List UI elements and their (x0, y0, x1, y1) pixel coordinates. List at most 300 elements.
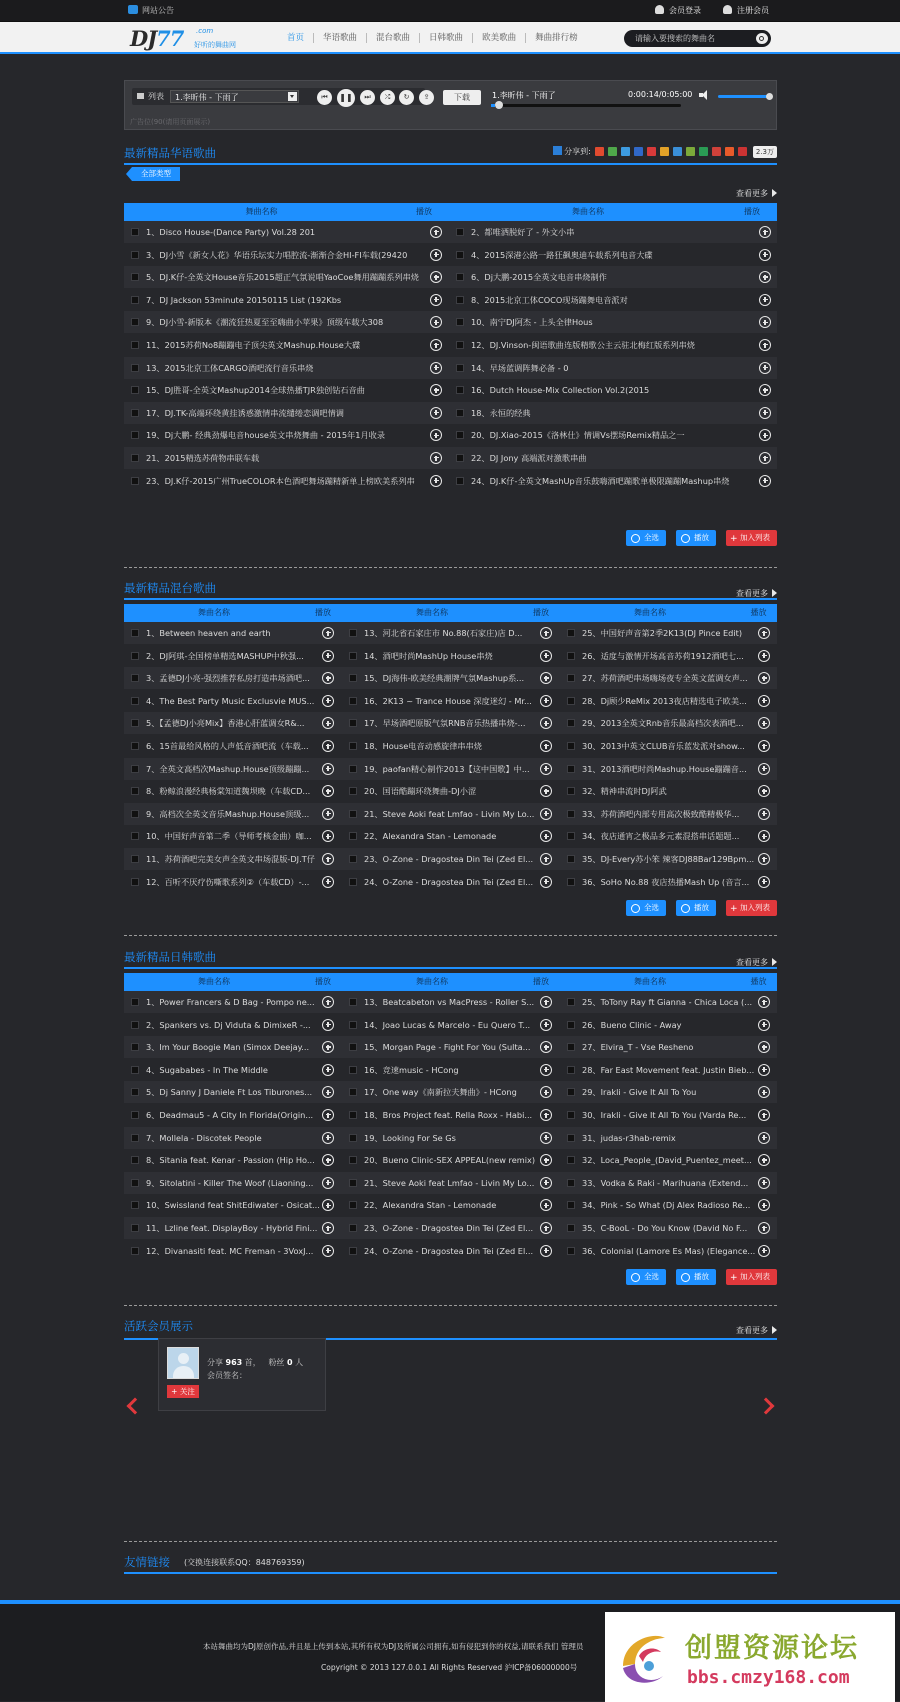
nav-home[interactable]: 首页 (287, 33, 305, 43)
song-title[interactable]: 15、DJ海伟-欧美经典潮牌气氛Mashup系... (364, 673, 525, 684)
song-checkbox[interactable] (131, 674, 139, 682)
add-song-icon[interactable] (322, 1177, 334, 1189)
add-song-icon[interactable] (758, 996, 770, 1008)
add-song-icon[interactable] (430, 339, 442, 351)
member-card[interactable] (158, 1338, 326, 1411)
carousel-next-icon[interactable] (758, 1398, 775, 1415)
add-to-list-button[interactable]: + 加入列表 (726, 1269, 777, 1285)
add-song-icon[interactable] (430, 249, 442, 261)
song-title[interactable]: 17、One way《南新拉夫舞曲》- HCong (364, 1087, 517, 1098)
add-to-list-button[interactable]: + 加入列表 (726, 530, 777, 546)
song-checkbox[interactable] (456, 273, 464, 281)
volume-slider[interactable] (718, 95, 770, 98)
song-checkbox[interactable] (567, 674, 575, 682)
add-song-icon[interactable] (322, 763, 334, 775)
song-title[interactable]: 29、Irakli - Give It All To You (582, 1087, 697, 1098)
song-title[interactable]: 2、都唯洒脱好了 - 外文小串 (471, 227, 575, 237)
song-title[interactable]: 16、Dutch House-Mix Collection Vol.2(2015 (471, 385, 650, 396)
song-title[interactable]: 21、Steve Aoki feat Lmfao - Livin My Lo... (364, 1177, 535, 1188)
add-song-icon[interactable] (322, 1086, 334, 1098)
song-checkbox[interactable] (131, 1179, 139, 1187)
song-title[interactable]: 3、Im Your Boogie Man (Simox Deejay... (146, 1042, 310, 1053)
song-checkbox[interactable] (131, 1111, 139, 1119)
song-checkbox[interactable] (456, 454, 464, 462)
song-checkbox[interactable] (567, 1111, 575, 1119)
song-title[interactable]: 30、2013中英文CLUB音乐蓝发派对show... (582, 741, 745, 751)
add-song-icon[interactable] (430, 452, 442, 464)
search-input[interactable]: 请输入要搜索的舞曲名 (624, 30, 771, 47)
add-song-icon[interactable] (759, 407, 771, 419)
renren-icon[interactable] (634, 147, 643, 156)
add-song-icon[interactable] (322, 1064, 334, 1076)
song-checkbox[interactable] (131, 1021, 139, 1029)
add-song-icon[interactable] (758, 650, 770, 662)
song-title[interactable]: 20、Bueno Clinic-SEX APPEAL(new remix) (364, 1155, 536, 1166)
add-song-icon[interactable] (540, 808, 552, 820)
song-title[interactable]: 17、DJ.TK-高端环绕黄挂诱惑激情串流缱绻恋调吧情调 (146, 407, 344, 418)
play-selected-button[interactable]: 播放 (676, 530, 716, 546)
song-checkbox[interactable] (131, 1201, 139, 1209)
song-checkbox[interactable] (349, 674, 357, 682)
song-title[interactable]: 8、粉鲸浪漫经典杨棠知道魏坝晚（车载CD... (146, 786, 311, 797)
song-checkbox[interactable] (131, 1156, 139, 1164)
select-all-button[interactable]: 全选 (626, 1269, 666, 1285)
song-checkbox[interactable] (131, 832, 139, 840)
song-title[interactable]: 10、中国好声音第二季（导师考核金曲）咖... (146, 831, 312, 842)
song-title[interactable]: 22、Alexandra Stan - Lemonade (364, 1200, 497, 1211)
song-checkbox[interactable] (349, 998, 357, 1006)
add-song-icon[interactable] (540, 853, 552, 865)
song-title[interactable]: 18、Bros Project feat. Rella Roxx - Habi... (364, 1110, 533, 1120)
song-title[interactable]: 33、Vodka & Raki - Marihuana (Extend... (582, 1177, 749, 1188)
song-checkbox[interactable] (131, 318, 139, 326)
song-checkbox[interactable] (456, 318, 464, 326)
add-song-icon[interactable] (322, 717, 334, 729)
song-checkbox[interactable] (349, 765, 357, 773)
add-song-icon[interactable] (759, 475, 771, 487)
site-notice[interactable]: 网站公告 (128, 5, 174, 16)
song-title[interactable]: 24、O-Zone - Dragostea Din Tei (Zed El... (364, 876, 534, 887)
add-song-icon[interactable] (759, 429, 771, 441)
song-title[interactable]: 22、Alexandra Stan - Lemonade (364, 831, 497, 842)
more-link[interactable]: 查看更多 (736, 1325, 777, 1336)
song-checkbox[interactable] (131, 742, 139, 750)
song-checkbox[interactable] (456, 477, 464, 485)
song-checkbox[interactable] (349, 1134, 357, 1142)
add-song-icon[interactable] (758, 853, 770, 865)
song-title[interactable]: 25、中国好声音第2季2K13(DJ Pince Edit) (582, 628, 743, 638)
add-song-icon[interactable] (322, 808, 334, 820)
song-checkbox[interactable] (567, 832, 575, 840)
song-checkbox[interactable] (131, 454, 139, 462)
song-title[interactable]: 20、国语酷蹦环绕舞曲-DJ小涩 (364, 786, 477, 797)
add-song-icon[interactable] (758, 763, 770, 775)
song-title[interactable]: 23、O-Zone - Dragostea Din Tei (Zed El... (364, 854, 534, 864)
song-title[interactable]: 23、DJ.K仔-2015广州TrueCOLOR本色酒吧舞场蹦精新单上榜欧美系列串 (146, 475, 415, 486)
song-checkbox[interactable] (131, 296, 139, 304)
song-title[interactable]: 8、2015北京工体COCO现场蹦舞电音派对 (471, 294, 628, 305)
douban-icon[interactable] (660, 147, 669, 156)
song-checkbox[interactable] (131, 1043, 139, 1051)
add-song-icon[interactable] (758, 876, 770, 888)
nav-ranking[interactable]: 舞曲排行榜 (535, 33, 578, 43)
play-selected-button[interactable]: 播放 (676, 1269, 716, 1285)
nav-mixed[interactable]: 混台歌曲 (376, 33, 411, 43)
add-song-icon[interactable] (322, 1245, 334, 1257)
song-title[interactable]: 3、DJ小雪《新女人花》华语乐坛实力唱腔流-渐渐合金HI-FI车载(29420 (146, 249, 408, 260)
add-song-icon[interactable] (322, 830, 334, 842)
add-song-icon[interactable] (758, 717, 770, 729)
song-title[interactable]: 14、Joao Lucas & Marcelo - Eu Quero T... (364, 1019, 531, 1030)
song-title[interactable]: 11、苏荷酒吧完美女声全英文串场混版-DJ.T仔 (146, 854, 315, 864)
song-title[interactable]: 27、Elvira_T - Vse Resheno (582, 1042, 694, 1053)
song-checkbox[interactable] (349, 742, 357, 750)
add-song-icon[interactable] (322, 1199, 334, 1211)
song-title[interactable]: 5、DJ.K仔-全英文House音乐2015超正气氛说唱YaoCoe舞用蹦蹦系列串烧 (146, 272, 419, 283)
song-checkbox[interactable] (349, 1066, 357, 1074)
add-song-icon[interactable] (758, 740, 770, 752)
volume-handle[interactable] (766, 93, 773, 100)
add-song-icon[interactable] (430, 294, 442, 306)
login-link[interactable]: 会员登录 (655, 5, 701, 16)
add-song-icon[interactable] (322, 876, 334, 888)
song-title[interactable]: 1、Disco House-(Dance Party) Vol.28 201 (146, 227, 316, 237)
song-title[interactable]: 33、苏荷酒吧内部专用高次极致酷精极华... (582, 808, 740, 819)
playlist-button[interactable]: 列表 (137, 91, 164, 102)
add-song-icon[interactable] (758, 1109, 770, 1121)
song-title[interactable]: 35、DJ-Every苏小笨 辣客DJ88Bar129Bpm... (582, 854, 755, 864)
song-title[interactable]: 6、15首最给风格的人声低音酒吧流（车载... (146, 741, 309, 751)
song-title[interactable]: 15、DJ胜哥-全英文Mashup2014全球热播TJR独创钻石音曲 (146, 385, 365, 396)
song-checkbox[interactable] (349, 652, 357, 660)
song-checkbox[interactable] (131, 1134, 139, 1142)
song-title[interactable]: 36、Colonial (Lamore Es Mas) (Elegance... (582, 1245, 756, 1256)
select-all-button[interactable]: 全选 (626, 900, 666, 916)
prev-button[interactable]: ⏮ (317, 90, 332, 105)
share-icon[interactable]: ⇪ (419, 90, 434, 105)
add-song-icon[interactable] (758, 1222, 770, 1234)
tieba-icon[interactable] (686, 147, 695, 156)
song-checkbox[interactable] (349, 1043, 357, 1051)
add-song-icon[interactable] (430, 226, 442, 238)
song-checkbox[interactable] (456, 251, 464, 259)
song-title[interactable]: 19、Looking For Se Gs (364, 1132, 456, 1143)
add-to-list-button[interactable]: + 加入列表 (726, 900, 777, 916)
song-title[interactable]: 29、2013全英文Rnb音乐最高档次表酒吧... (582, 718, 744, 729)
add-song-icon[interactable] (759, 316, 771, 328)
song-title[interactable]: 6、Dj大鹏-2015全英文电音串烧制作 (471, 272, 607, 283)
add-song-icon[interactable] (322, 672, 334, 684)
add-song-icon[interactable] (758, 627, 770, 639)
song-title[interactable]: 1、Power Francers & D Bag - Pompo ne... (146, 997, 315, 1007)
add-song-icon[interactable] (540, 1199, 552, 1211)
wechat-icon[interactable] (699, 147, 708, 156)
song-checkbox[interactable] (131, 364, 139, 372)
add-song-icon[interactable] (540, 1041, 552, 1053)
song-title[interactable]: 19、Dj大鹏- 经典劲爆电音house英文串烧舞曲 - 2015年1月收录 (146, 430, 386, 441)
add-song-icon[interactable] (759, 339, 771, 351)
add-song-icon[interactable] (540, 1177, 552, 1189)
song-title[interactable]: 4、2015深港公路一路狂飙奥迪车载系列电音大碟 (471, 249, 653, 260)
add-song-icon[interactable] (540, 1086, 552, 1098)
song-title[interactable]: 9、Sitolatini - Killer The Woof (Liaoning... (146, 1177, 314, 1188)
song-title[interactable]: 7、Mollela - Discotek People (146, 1132, 262, 1143)
add-song-icon[interactable] (430, 475, 442, 487)
volume-icon[interactable] (699, 90, 711, 100)
song-title[interactable]: 13、河北省石家庄市 No.88(石家庄)店 D... (364, 628, 523, 638)
song-checkbox[interactable] (567, 765, 575, 773)
more-link[interactable]: 查看更多 (736, 188, 777, 199)
download-button[interactable]: 下载 (443, 90, 481, 105)
add-song-icon[interactable] (540, 650, 552, 662)
song-checkbox[interactable] (567, 810, 575, 818)
song-checkbox[interactable] (131, 719, 139, 727)
nav-western[interactable]: 欧美歌曲 (482, 33, 517, 43)
add-song-icon[interactable] (322, 785, 334, 797)
add-song-icon[interactable] (758, 1019, 770, 1031)
song-title[interactable]: 7、DJ Jackson 53minute 20150115 List (192Kbs (146, 294, 342, 305)
song-title[interactable]: 16、竞速music - HCong (364, 1064, 459, 1075)
song-checkbox[interactable] (456, 364, 464, 372)
add-song-icon[interactable] (758, 672, 770, 684)
song-title[interactable]: 22、DJ Jony 高端派对激歌串曲 (471, 453, 587, 463)
song-checkbox[interactable] (567, 855, 575, 863)
song-checkbox[interactable] (131, 273, 139, 281)
song-title[interactable]: 11、Lzline feat. DisplayBoy - Hybrid Fini... (146, 1223, 318, 1233)
song-checkbox[interactable] (456, 296, 464, 304)
add-song-icon[interactable] (540, 1132, 552, 1144)
add-song-icon[interactable] (759, 384, 771, 396)
song-checkbox[interactable] (567, 787, 575, 795)
song-checkbox[interactable] (131, 629, 139, 637)
song-title[interactable]: 18、永恒的经典 (471, 407, 531, 418)
add-song-icon[interactable] (322, 1132, 334, 1144)
song-title[interactable]: 13、2015北京工体CARGO酒吧流行音乐串烧 (146, 362, 314, 373)
song-checkbox[interactable] (567, 1156, 575, 1164)
song-title[interactable]: 18、House电音动感旋律串串烧 (364, 741, 482, 751)
song-title[interactable]: 21、2015精选苏荷物串联车载 (146, 453, 260, 463)
song-checkbox[interactable] (349, 810, 357, 818)
add-song-icon[interactable] (540, 1019, 552, 1031)
song-checkbox[interactable] (567, 1134, 575, 1142)
nav-chinese[interactable]: 华语歌曲 (323, 33, 358, 43)
add-song-icon[interactable] (540, 1064, 552, 1076)
add-song-icon[interactable] (540, 830, 552, 842)
song-checkbox[interactable] (567, 1179, 575, 1187)
nav-jpkr[interactable]: 日韩歌曲 (429, 33, 464, 43)
song-checkbox[interactable] (131, 787, 139, 795)
tencent-icon[interactable] (621, 147, 630, 156)
add-song-icon[interactable] (322, 695, 334, 707)
more-share-icon[interactable] (738, 147, 747, 156)
register-link[interactable]: 注册会员 (723, 5, 769, 16)
more-link[interactable]: 查看更多 (736, 588, 777, 599)
song-checkbox[interactable] (567, 1043, 575, 1051)
song-title[interactable]: 16、2K13 ~ Trance House 深度迷幻 - Mr... (364, 695, 532, 706)
song-title[interactable]: 12、百听不厌疗伤嘶歌系列②（车载CD）-... (146, 876, 310, 887)
song-title[interactable]: 8、Sitania feat. Kenar - Passion (Hip Ho... (146, 1155, 315, 1166)
song-title[interactable]: 31、2013酒吧时尚Mashup.House蹦蹦音... (582, 763, 747, 774)
add-song-icon[interactable] (758, 1132, 770, 1144)
add-song-icon[interactable] (540, 672, 552, 684)
song-checkbox[interactable] (567, 1088, 575, 1096)
progress-bar[interactable] (491, 104, 681, 107)
song-checkbox[interactable] (349, 787, 357, 795)
song-title[interactable]: 14、早场蓝调阵舞必备 - 0 (471, 362, 569, 373)
song-checkbox[interactable] (131, 1066, 139, 1074)
add-song-icon[interactable] (540, 627, 552, 639)
add-song-icon[interactable] (430, 362, 442, 374)
search-icon[interactable] (756, 33, 768, 44)
add-song-icon[interactable] (759, 362, 771, 374)
add-song-icon[interactable] (759, 271, 771, 283)
add-song-icon[interactable] (758, 1199, 770, 1211)
add-song-icon[interactable] (322, 627, 334, 639)
add-song-icon[interactable] (758, 1064, 770, 1076)
song-title[interactable]: 7、全英文高档次Mashup.House顶级蹦蹦... (146, 763, 310, 774)
song-title[interactable]: 25、ToTony Ray ft Gianna - Chica Loca (... (582, 997, 753, 1007)
song-title[interactable]: 24、DJ.K仔-全英文MashUp音乐鼓嗨酒吧蹦歌单极限蹦蹦Mashup串烧 (471, 475, 730, 486)
song-checkbox[interactable] (349, 832, 357, 840)
song-checkbox[interactable] (456, 409, 464, 417)
kaixin-icon[interactable] (647, 147, 656, 156)
song-checkbox[interactable] (567, 1021, 575, 1029)
song-title[interactable]: 10、Swissland feat ShitEdiwater - Osicat... (146, 1200, 320, 1211)
song-checkbox[interactable] (131, 652, 139, 660)
song-title[interactable]: 15、Morgan Page - Fight For You (Sulta... (364, 1042, 531, 1053)
song-title[interactable]: 2、Spankers vs. Dj Viduta & DimixeR -... (146, 1019, 311, 1030)
song-title[interactable]: 2、DJ阿琪-全国榜单精选MASHUP中秋强... (146, 650, 304, 661)
add-song-icon[interactable] (758, 1245, 770, 1257)
song-checkbox[interactable] (349, 719, 357, 727)
song-title[interactable]: 13、Beatcabeton vs MacPress - Roller S... (364, 997, 535, 1007)
song-title[interactable]: 26、适度与激情开场高音苏荷1912酒吧七... (582, 650, 744, 661)
song-title[interactable]: 11、2015苏荷No8蹦蹦电子顶尖英文Mashup.House大碟 (146, 340, 361, 350)
song-checkbox[interactable] (567, 719, 575, 727)
add-song-icon[interactable] (758, 1086, 770, 1098)
song-title[interactable]: 32、Loca_People_(David_Puentez_meet... (582, 1155, 752, 1166)
song-checkbox[interactable] (349, 1111, 357, 1119)
song-checkbox[interactable] (567, 998, 575, 1006)
song-title[interactable]: 4、Sugababes - In The Middle (146, 1064, 268, 1075)
add-song-icon[interactable] (540, 1245, 552, 1257)
song-title[interactable]: 9、DJ小雪-新版本《潮流狂热夏至至嗨曲小苹果》顶级车载大308 (146, 317, 384, 328)
song-title[interactable]: 31、judas-r3hab-remix (582, 1132, 676, 1143)
song-title[interactable]: 35、C-BooL - Do You Know (David No F... (582, 1223, 748, 1233)
song-title[interactable]: 34、夜店通宵之极品多元素混搭串话题题... (582, 831, 740, 842)
song-checkbox[interactable] (131, 998, 139, 1006)
song-checkbox[interactable] (131, 697, 139, 705)
add-song-icon[interactable] (758, 1154, 770, 1166)
song-checkbox[interactable] (349, 1088, 357, 1096)
add-song-icon[interactable] (430, 407, 442, 419)
add-song-icon[interactable] (322, 1222, 334, 1234)
add-song-icon[interactable] (540, 740, 552, 752)
add-song-icon[interactable] (758, 785, 770, 797)
weibo-icon[interactable] (608, 147, 617, 156)
song-checkbox[interactable] (456, 341, 464, 349)
song-checkbox[interactable] (349, 1201, 357, 1209)
add-song-icon[interactable] (540, 785, 552, 797)
sohu-icon[interactable] (725, 147, 734, 156)
song-title[interactable]: 34、Pink - So What (Dj Alex Radioso Re... (582, 1200, 751, 1211)
qzone-icon[interactable] (595, 147, 604, 156)
add-song-icon[interactable] (540, 876, 552, 888)
song-checkbox[interactable] (131, 810, 139, 818)
add-song-icon[interactable] (322, 996, 334, 1008)
song-checkbox[interactable] (131, 431, 139, 439)
song-checkbox[interactable] (349, 629, 357, 637)
song-checkbox[interactable] (567, 1247, 575, 1255)
follow-button[interactable]: + 关注 (167, 1385, 199, 1398)
song-title[interactable]: 24、O-Zone - Dragostea Din Tei (Zed El... (364, 1245, 534, 1256)
song-title[interactable]: 28、Dj顾少ReMix 2013夜店精选电子欧美... (582, 695, 747, 706)
song-title[interactable]: 27、苏荷酒吧串场嗨场夜专全英文蓝调女声... (582, 673, 748, 684)
song-title[interactable]: 4、The Best Party Music Exclusvie MUS... (146, 695, 315, 706)
add-song-icon[interactable] (759, 226, 771, 238)
add-song-icon[interactable] (430, 384, 442, 396)
song-checkbox[interactable] (567, 742, 575, 750)
song-checkbox[interactable] (349, 1156, 357, 1164)
add-song-icon[interactable] (540, 717, 552, 729)
song-checkbox[interactable] (567, 697, 575, 705)
song-checkbox[interactable] (567, 1201, 575, 1209)
song-checkbox[interactable] (567, 652, 575, 660)
song-checkbox[interactable] (131, 855, 139, 863)
song-title[interactable]: 21、Steve Aoki feat Lmfao - Livin My Lo... (364, 808, 535, 819)
song-title[interactable]: 23、O-Zone - Dragostea Din Tei (Zed El... (364, 1223, 534, 1233)
add-song-icon[interactable] (540, 695, 552, 707)
add-song-icon[interactable] (540, 996, 552, 1008)
add-song-icon[interactable] (759, 249, 771, 261)
song-title[interactable]: 3、孟德DJ小亮-强烈推荐私房打造串场酒吧... (146, 673, 310, 684)
add-song-icon[interactable] (322, 1109, 334, 1121)
song-title[interactable]: 6、Deadmau5 - A City In Florida(Origin... (146, 1110, 314, 1120)
shuffle-button[interactable]: ⤮ (380, 90, 395, 105)
song-checkbox[interactable] (567, 1224, 575, 1232)
avatar[interactable] (167, 1347, 199, 1379)
song-checkbox[interactable] (131, 878, 139, 886)
song-select[interactable]: 1.李昕伟 - 下雨了 (170, 90, 299, 103)
song-checkbox[interactable] (131, 765, 139, 773)
song-checkbox[interactable] (131, 1088, 139, 1096)
add-song-icon[interactable] (430, 429, 442, 441)
song-checkbox[interactable] (349, 1247, 357, 1255)
song-checkbox[interactable] (131, 251, 139, 259)
add-song-icon[interactable] (322, 853, 334, 865)
song-checkbox[interactable] (349, 697, 357, 705)
song-checkbox[interactable] (131, 1224, 139, 1232)
song-title[interactable]: 20、DJ.Xiao-2015《洛林仕》情调Vs摆场Remix精品之一 (471, 430, 685, 441)
song-title[interactable]: 26、Bueno Clinic - Away (582, 1019, 682, 1030)
filter-tag[interactable]: 全部类型 (132, 167, 180, 181)
add-song-icon[interactable] (322, 1019, 334, 1031)
song-checkbox[interactable] (349, 1021, 357, 1029)
song-checkbox[interactable] (131, 409, 139, 417)
song-checkbox[interactable] (131, 228, 139, 236)
song-title[interactable]: 32、精神串流时DJ阿武 (582, 786, 667, 797)
song-title[interactable]: 1、Between heaven and earth (146, 628, 271, 638)
song-title[interactable]: 30、Irakli - Give It All To You (Varda Re... (582, 1110, 747, 1120)
song-title[interactable]: 19、paofan精心制作2013【这中国歌】中... (364, 763, 530, 774)
song-checkbox[interactable] (131, 1247, 139, 1255)
song-title[interactable]: 36、SoHo No.88 夜店热播Mash Up (音言... (582, 876, 750, 887)
site-logo[interactable]: DJ77 .com 好听的舞曲网 (130, 26, 236, 51)
add-song-icon[interactable] (540, 763, 552, 775)
song-checkbox[interactable] (456, 431, 464, 439)
song-title[interactable]: 5、【孟德DJ小亮Mix】香港心肝蓝调女R&... (146, 718, 305, 729)
song-checkbox[interactable] (567, 629, 575, 637)
